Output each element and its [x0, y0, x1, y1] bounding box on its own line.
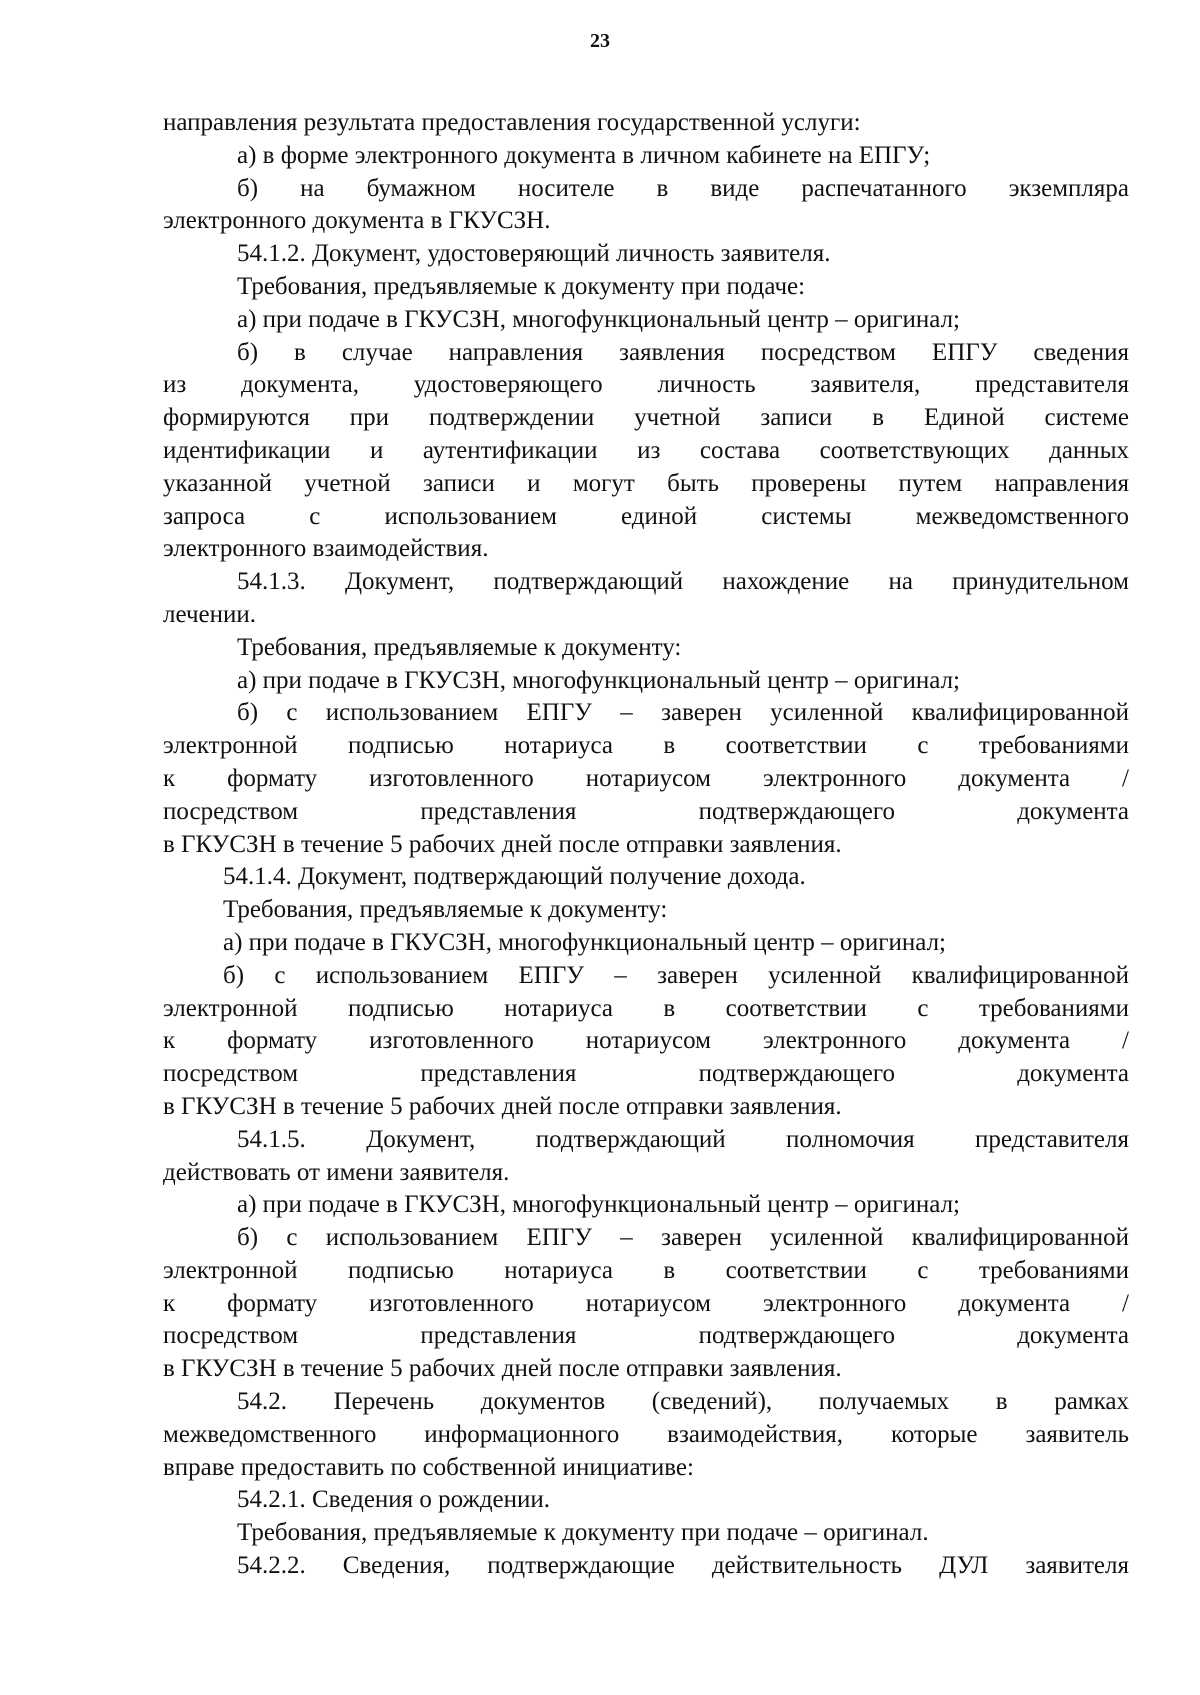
text-line: Требования, предъявляемые к документу: — [237, 633, 682, 661]
text-line: а) при подаче в ГКУСЗН, многофункциональный центр – оригинал; — [237, 1191, 960, 1219]
text-line: Требования, предъявляемые к документу: — [223, 896, 668, 924]
text-line: вправе предоставить по собственной инициативе: — [163, 1453, 694, 1481]
text-line: идентификации и аутентификации из состава соответствующих данных — [163, 436, 1129, 464]
text-line: 54.1.2. Документ, удостоверяющий личность заявителя. — [237, 240, 831, 268]
text-line: 54.2. Перечень документов (сведений), получаемых в рамках — [237, 1388, 1129, 1416]
text-line: направления результата предоставления государственной услуги: — [163, 109, 861, 136]
text-line: из документа, удостоверяющего личность заявителя, представителя — [163, 371, 1129, 399]
document-body — [163, 107, 1129, 1583]
text-line: Требования, предъявляемые к документу при подаче – оригинал. — [237, 1519, 929, 1547]
text-line: к формату изготовленного нотариусом электронного документа / — [163, 1289, 1129, 1317]
text-line: а) в форме электронного документа в личном кабинете на ЕПГУ; — [237, 141, 931, 169]
text-line: лечении. — [163, 600, 257, 628]
text-line: в ГКУСЗН в течение 5 рабочих дней после отправки заявления. — [163, 1092, 842, 1120]
text-line: к формату изготовленного нотариусом электронного документа / — [163, 1027, 1129, 1055]
text-line: электронного документа в ГКУСЗН. — [163, 207, 551, 235]
text-line: 54.1.3. Документ, подтверждающий нахождение на принудительном — [237, 568, 1129, 596]
text-line: электронной подписью нотариуса в соответствии с требованиями — [163, 732, 1129, 760]
text-line: б) с использованием ЕПГУ – заверен усиленной квалифицированной — [237, 1224, 1129, 1252]
text-line: в ГКУСЗН в течение 5 рабочих дней после отправки заявления. — [163, 1355, 842, 1383]
text-line: а) при подаче в ГКУСЗН, многофункциональный центр – оригинал; — [223, 928, 946, 956]
text-line: в ГКУСЗН в течение 5 рабочих дней после отправки заявления. — [163, 830, 842, 858]
text-line: действовать от имени заявителя. — [163, 1158, 510, 1186]
text-line: б) в случае направления заявления посредством ЕПГУ сведения — [237, 338, 1129, 366]
text-line: б) с использованием ЕПГУ – заверен усиленной квалифицированной — [223, 961, 1129, 989]
text-line: межведомственного информационного взаимодействия, которые заявитель — [163, 1420, 1129, 1448]
text-line: б) на бумажном носителе в виде распечатанного экземпляра — [237, 174, 1129, 202]
text-line: Требования, предъявляемые к документу при подаче: — [237, 272, 806, 300]
text-line: 54.2.1. Сведения о рождении. — [237, 1486, 551, 1514]
page-number: 23 — [590, 30, 610, 52]
text-line: посредством представления подтверждающего документа — [163, 1060, 1129, 1088]
text-line: электронной подписью нотариуса в соответствии с требованиями — [163, 1256, 1129, 1284]
text-line: 54.2.2. Сведения, подтверждающие действительность ДУЛ заявителя — [237, 1552, 1129, 1580]
text-line: а) при подаче в ГКУСЗН, многофункциональный центр – оригинал; — [237, 305, 960, 333]
text-line: посредством представления подтверждающего документа — [163, 1322, 1129, 1350]
text-line: указанной учетной записи и могут быть проверены путем направления — [163, 469, 1129, 497]
text-line: б) с использованием ЕПГУ – заверен усиленной квалифицированной — [237, 699, 1129, 727]
text-line: формируются при подтверждении учетной записи в Единой системе — [163, 404, 1129, 432]
text-line: 54.1.5. Документ, подтверждающий полномочия представителя — [237, 1125, 1129, 1153]
text-line: 54.1.4. Документ, подтверждающий получение дохода. — [223, 863, 806, 891]
text-line: электронного взаимодействия. — [163, 535, 489, 563]
text-line: электронной подписью нотариуса в соответствии с требованиями — [163, 994, 1129, 1022]
text-line: запроса с использованием единой системы межведомственного — [163, 502, 1129, 530]
text-line: к формату изготовленного нотариусом электронного документа / — [163, 764, 1129, 792]
text-line: а) при подаче в ГКУСЗН, многофункциональный центр – оригинал; — [237, 666, 960, 694]
text-line: посредством представления подтверждающего документа — [163, 797, 1129, 825]
